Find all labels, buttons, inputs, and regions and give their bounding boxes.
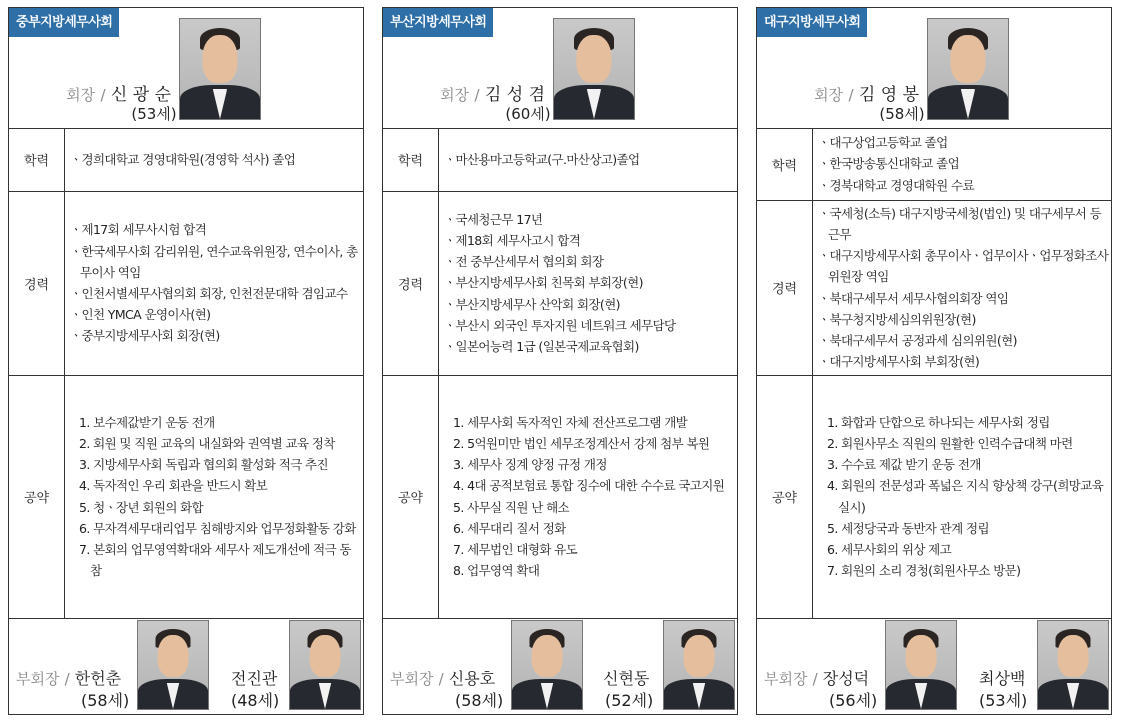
region-badge: 부산지방세무사회 — [383, 8, 493, 37]
education-label: 학력 — [757, 128, 813, 200]
vp1-age: (56세) — [829, 691, 878, 710]
vp1-title — [390, 666, 495, 689]
education-row — [383, 128, 737, 192]
list-item: 1. 화합과 단합으로 하나되는 세무사회 정립 — [827, 414, 1050, 430]
career-label: 경력 — [9, 191, 65, 375]
pledge-list — [818, 375, 1109, 618]
list-item: ㆍ부산시 외국인 투자지원 네트워크 세무담당 — [444, 317, 676, 333]
president-name: 신 광 순 — [110, 85, 171, 105]
list-item: ㆍ부산지방세무사 산악회 회장(현) — [444, 296, 620, 312]
vp2-photo — [663, 620, 735, 710]
pledge-row — [9, 375, 363, 619]
president-age: (58세) — [879, 105, 925, 123]
separator: / — [64, 670, 70, 688]
vp1-title — [16, 666, 121, 689]
education-list — [70, 128, 361, 191]
education-row — [757, 128, 1111, 201]
vp2-photo — [289, 620, 361, 710]
vp1-title — [764, 666, 869, 689]
education-label: 학력 — [9, 128, 65, 191]
list-item: 4. 회원의 전문성과 폭넓은 지식 향상책 강구(희망교육 실시) — [827, 478, 1104, 515]
list-item: 1. 보수제값받기 운동 전개 — [79, 414, 215, 430]
list-item: 5. 세정당국과 동반자 관계 정립 — [827, 520, 989, 536]
list-item: 2. 회원사무소 직원의 원활한 인력수급대책 마련 — [827, 435, 1073, 451]
list-item: ㆍ대구상업고등학교 졸업 — [818, 135, 948, 151]
pledge-list — [444, 375, 735, 618]
separator: / — [848, 86, 854, 104]
vp1-photo — [885, 620, 957, 710]
education-list — [444, 128, 735, 191]
vp-role: 부회장 — [764, 670, 808, 688]
vp1-name: 신용호 — [448, 669, 496, 688]
career-row — [757, 200, 1111, 376]
career-row — [9, 191, 363, 376]
list-item: ㆍ경희대학교 경영대학원(경영학 석사) 졸업 — [70, 151, 296, 167]
list-item: ㆍ북대구세무서 공정과세 심의위원(현) — [818, 332, 1017, 348]
list-item: ㆍ일본어능력 1급 (일본국제교육협회) — [444, 339, 639, 354]
list-item: ㆍ경북대학교 경영대학원 수료 — [818, 177, 974, 193]
list-item: ㆍ중부지방세무사회 회장(현) — [70, 328, 220, 344]
vp2-name: 전진관 — [231, 669, 278, 688]
list-item: ㆍ대구지방세무사회 총무이사ㆍ업무이사ㆍ업무정화조사위원장 역임 — [818, 248, 1109, 285]
list-item: 3. 지방세무사회 독립과 협의회 활성화 적극 추진 — [79, 457, 328, 473]
career-list — [444, 191, 735, 375]
vp2-name: 신현동 — [603, 669, 650, 688]
president-role: 회장 — [440, 86, 470, 104]
career-label: 경력 — [383, 191, 439, 375]
president-title — [440, 80, 545, 105]
region-badge: 대구지방세무사회 — [757, 8, 867, 37]
list-item: 7. 세무법인 대형화 유도 — [453, 541, 578, 557]
vp1-age: (58세) — [455, 691, 504, 710]
region-card-busan — [382, 7, 738, 715]
pledge-list — [70, 375, 361, 618]
pledge-row — [757, 375, 1111, 619]
list-item: 3. 수수료 제값 받기 운동 전개 — [827, 457, 981, 473]
vice-president-section — [383, 616, 737, 714]
list-item: ㆍ인천서별세무사협의회 회장, 인천전문대학 겸임교수 — [70, 286, 348, 301]
vp-role: 부회장 — [390, 670, 434, 688]
president-section — [9, 8, 363, 129]
president-title — [814, 80, 919, 105]
president-age: (53세) — [131, 105, 177, 123]
separator: / — [474, 86, 480, 104]
region-badge: 중부지방세무사회 — [9, 8, 119, 37]
vp1-photo — [137, 620, 209, 710]
list-item: ㆍ국세청근무 17년 — [444, 211, 543, 227]
separator: / — [812, 670, 818, 688]
list-item: 3. 세무사 징계 양정 규정 개정 — [453, 457, 607, 473]
vp2-age: (48세) — [231, 691, 280, 710]
vp2-name: 최상백 — [979, 669, 1026, 688]
education-label: 학력 — [383, 128, 439, 191]
list-item: ㆍ한국세무사회 감리위원, 연수교육위원장, 연수이사, 총무이사 역임 — [70, 243, 358, 280]
list-item: 5. 사무실 직원 난 해소 — [453, 499, 570, 515]
list-item: 6. 세무사회의 위상 제고 — [827, 541, 952, 557]
president-title — [66, 80, 171, 105]
list-item: ㆍ제17회 세무사시험 합격 — [70, 222, 207, 238]
career-label: 경력 — [757, 200, 813, 375]
list-item: 8. 업무영역 확대 — [453, 563, 540, 579]
list-item: 2. 회원 및 직원 교육의 내실화와 권역별 교육 정착 — [79, 435, 335, 451]
president-section — [383, 8, 737, 129]
career-row — [383, 191, 737, 376]
education-list — [818, 128, 1109, 200]
list-item: ㆍ제18회 세무사고시 합격 — [444, 232, 581, 248]
list-item: ㆍ북구청지방세심의위원장(현) — [818, 311, 976, 327]
vp1-age: (58세) — [81, 691, 130, 710]
vice-president-section — [757, 616, 1111, 714]
list-item: ㆍ한국방송통신대학교 졸업 — [818, 156, 960, 172]
president-age: (60세) — [505, 105, 551, 123]
pledge-label: 공약 — [9, 375, 65, 618]
president-section — [757, 8, 1111, 129]
pledge-label: 공약 — [383, 375, 439, 618]
education-row — [9, 128, 363, 192]
vp1-name: 한헌춘 — [74, 669, 122, 688]
vp1-photo — [511, 620, 583, 710]
list-item: 7. 본회의 업무영역확대와 세무사 제도개선에 적극 동참 — [79, 541, 351, 579]
separator: / — [100, 86, 106, 104]
list-item: ㆍ전 중부산세무서 협의회 회장 — [444, 254, 604, 270]
list-item: 6. 세무대리 질서 정화 — [453, 520, 566, 536]
separator: / — [438, 670, 444, 688]
list-item: 5. 청ㆍ장년 회원의 화합 — [79, 499, 204, 515]
pledge-row — [383, 375, 737, 619]
list-item: 1. 세무사회 독자적인 자체 전산프로그램 개발 — [453, 414, 688, 430]
career-list — [70, 191, 361, 375]
region-card-jungbu — [8, 7, 364, 715]
vp2-photo — [1037, 620, 1109, 710]
vp1-name: 장성덕 — [822, 669, 870, 688]
list-item: ㆍ대구지방세무사회 부회장(현) — [818, 354, 980, 370]
president-name: 김 영 봉 — [858, 85, 919, 105]
list-item: ㆍ북대구세무서 세무사협의회장 역임 — [818, 290, 1009, 306]
president-role: 회장 — [66, 86, 96, 104]
list-item: ㆍ인천 YMCA 운영이사(현) — [70, 307, 211, 323]
list-item: 4. 독자적인 우리 회관을 반드시 확보 — [79, 478, 268, 494]
list-item: 6. 무자격세무대리업무 침해방지와 업무정화활동 강화 — [79, 520, 356, 536]
vice-president-section — [9, 616, 363, 714]
pledge-label: 공약 — [757, 375, 813, 618]
list-item: 7. 회원의 소리 경청(회원사무소 방문) — [827, 563, 1021, 579]
career-list — [818, 200, 1109, 375]
list-item: ㆍ부산지방세무사회 친목회 부회장(현) — [444, 275, 643, 291]
vp2-age: (52세) — [605, 691, 654, 710]
list-item: ㆍ마산용마고등학교(구.마산상고)졸업 — [444, 151, 640, 167]
vp-role: 부회장 — [16, 670, 60, 688]
list-item: 2. 5억원미만 법인 세무조정계산서 강제 첨부 복원 — [453, 435, 710, 451]
president-name: 김 성 겸 — [484, 85, 545, 105]
region-card-daegu — [756, 7, 1112, 715]
list-item: 4. 4대 공적보험료 통합 징수에 대한 수수료 국고지원 — [453, 478, 725, 494]
list-item: ㆍ국세청(소득) 대구지방국세청(법인) 및 대구세무서 등 근무 — [818, 205, 1102, 242]
president-role: 회장 — [814, 86, 844, 104]
vp2-age: (53세) — [979, 691, 1028, 710]
